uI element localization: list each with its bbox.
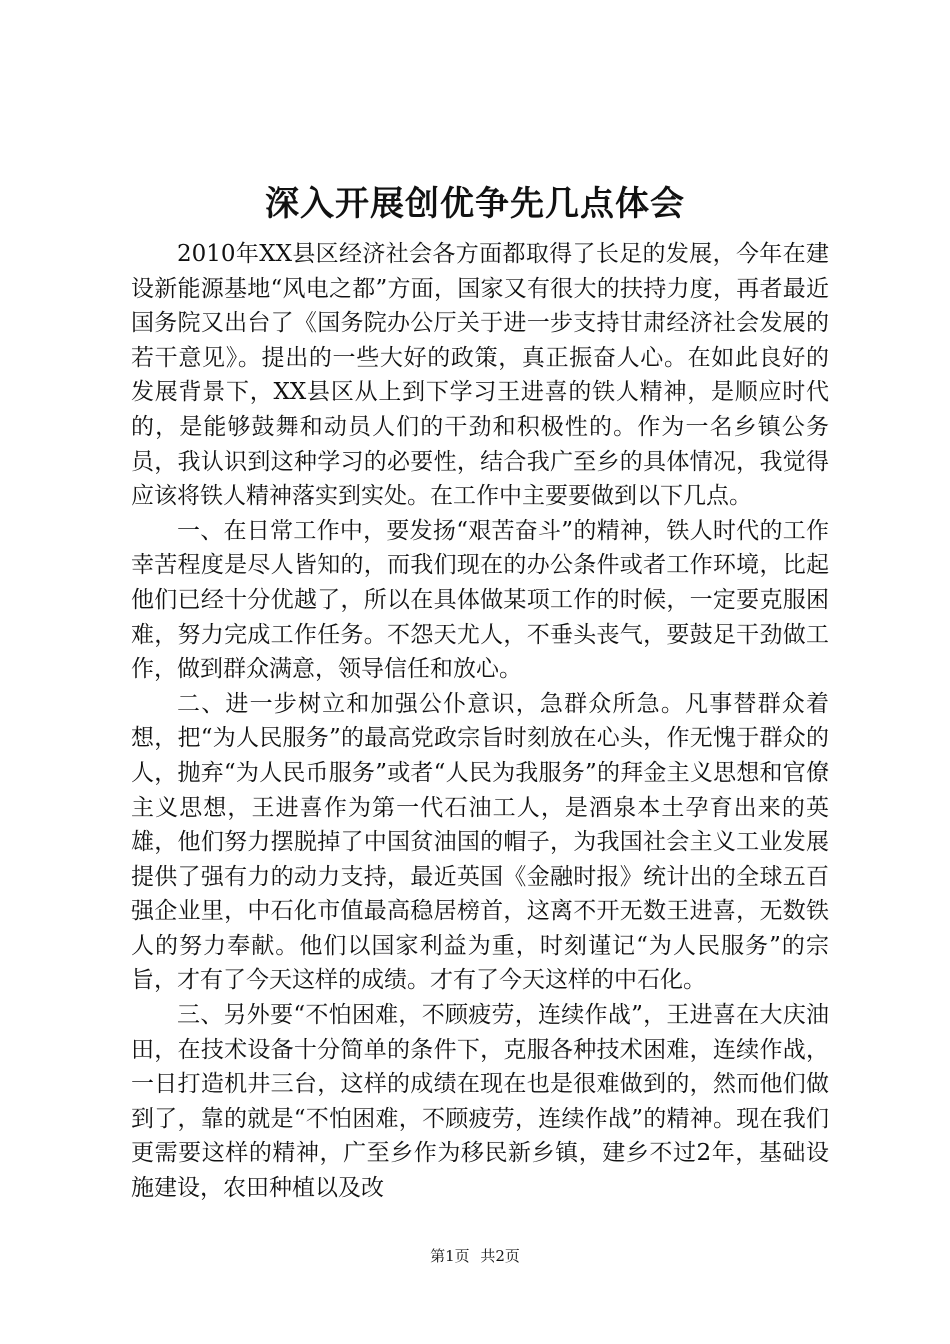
page-total: 共2页 [480, 1247, 520, 1265]
paragraph-point-three: 三、另外要“不怕困难，不顾疲劳，连续作战”，王进喜在大庆油田，在技术设备十分简单的条件下，克服各种技术困难，连续作战，一日打造机井三台，这样的成绩在现在也是很难做到的，然而他们做到了，靠的就是“不怕困难，不顾疲劳，连续作战”的精神。现在我们更需要这样的精神，广至乡作为移民新乡镇，建乡不过2年，基础设施建设，农田种植以及改 [131, 1002, 829, 1202]
paragraph-intro: 2010年XX县区经济社会各方面都取得了长足的发展，今年在建设新能源基地“风电之都”方面，国家又有很大的扶持力度，再者最近国务院又出台了《国务院办公厅关于进一步支持甘肃经济社会发展的若干意见》。提出的一些大好的政策，真正振奋人心。在如此良好的发展背景下，XX县区从上到下学习王进喜的铁人精神，是顺应时代的，是能够鼓舞和动员人们的干劲和积极性的。作为一名乡镇公务员，我认识到这种学习的必要性，结合我广至乡的具体情况，我觉得应该将铁人精神落实到实处。在工作中主要要做到以下几点。 [131, 241, 829, 510]
document-body [131, 237, 829, 1206]
document-title: 深入开展创优争先几点体会 [265, 184, 685, 224]
page-footer [0, 1245, 950, 1267]
paragraph-point-two: 二、进一步树立和加强公仆意识，急群众所急。凡事替群众着想，把“为人民服务”的最高党政宗旨时刻放在心头，作无愧于群众的人，抛弃“为人民币服务”或者“人民为我服务”的拜金主义思想和官僚主义思想，王进喜作为第一代石油工人，是酒泉本土孕育出来的英雄，他们努力摆脱掉了中国贫油国的帽子，为我国社会主义工业发展提供了强有力的动力支持，最近英国《金融时报》统计出的全球五百强企业里，中石化市值最高稳居榜首，这离不开无数王进喜，无数铁人的努力奉献。他们以国家利益为重，时刻谨记“为人民服务”的宗旨，才有了今天这样的成绩。才有了今天这样的中石化。 [131, 690, 829, 994]
paragraph-point-one: 一、在日常工作中，要发扬“艰苦奋斗”的精神，铁人时代的工作幸苦程度是尽人皆知的，而我们现在的办公条件或者工作环境，比起他们已经十分优越了，所以在具体做某项工作的时候，一定要克服困难，努力完成工作任务。不怨天尤人，不垂头丧气，要鼓足干劲做工作，做到群众满意，领导信任和放心。 [131, 517, 829, 683]
page-number: 第1页 [430, 1247, 470, 1265]
